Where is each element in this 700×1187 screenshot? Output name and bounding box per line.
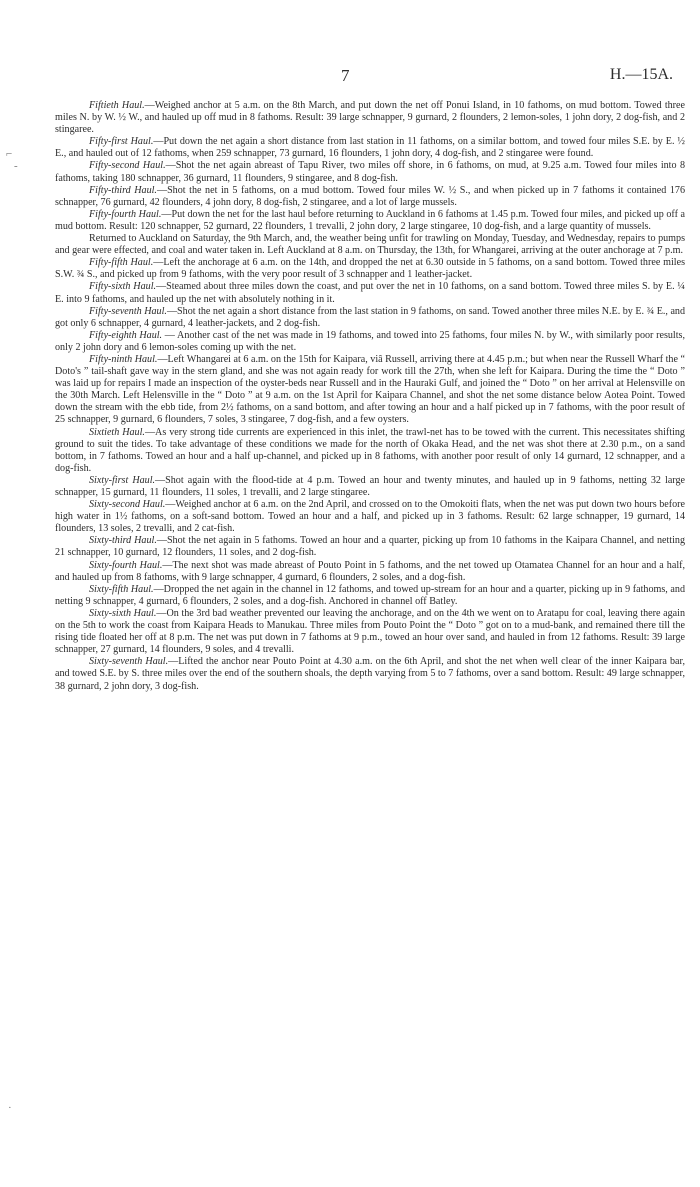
haul-title: Fifty-fifth Haul.: [89, 257, 154, 269]
haul-paragraph: [55, 475, 685, 499]
haul-text: —Left the anchorage at 6 a.m. on the 14th, and dropped the net at 6.30 outside in 5 fathoms, on a sand bottom. Towed three miles S.W. ¾ S., and picked up from 9 fathoms, with the very poor result of 3 schnapper and 1 leather-jacket.: [55, 257, 686, 281]
haul-text: —Dropped the net again in the channel in 12 fathoms, and towed up-stream for an hour and a quarter, picking up in 9 fathoms, and netting 9 schnapper, 4 gurnard, 6 flounders, 2 soles, and a dog-fish. Anchored in channel off Batley.: [55, 583, 685, 607]
haul-paragraph: [55, 136, 685, 160]
haul-title: Fifty-eighth Haul.: [89, 329, 163, 341]
haul-paragraph: [55, 427, 685, 475]
haul-title: Sixty-third Haul.: [89, 535, 157, 547]
haul-paragraph: [55, 608, 685, 656]
haul-title: Sixty-sixth Haul.: [89, 607, 157, 619]
haul-text: —Shot the net again a short distance from the last station in 9 fathoms, on sand. Towed another three miles N.E. by E. ¾ E., and got only 6 schnapper, 4 gurnard, 4 leather-jackets, and 2 dog-fish.: [55, 305, 686, 329]
haul-text: Returned to Auckland on Saturday, the 9th March, and, the weather being unfit for trawling on Monday, Tuesday, and Wednesday, repairs to pumps and gear were effected, and coal and water taken in. Left Auckland at 8 a.m. on Thursday, the 13th, for Whangarei, arriving at the outer anchorage at 7 p.m.: [55, 233, 685, 257]
haul-text: —Put down the net again a short distance from last station in 11 fathoms, on a similar bottom, and towed four miles S.E. by E. ½ E., and hauled out of 12 fathoms, when 259 schnapper, 73 gurnard, 16 flounders, 1 john dory, 4 dog-fish, and 2 stingaree were found.: [55, 136, 685, 160]
haul-title: Fifty-second Haul.: [89, 160, 166, 172]
haul-paragraph: [55, 306, 685, 330]
haul-title: Fifty-sixth Haul.: [89, 281, 157, 293]
haul-paragraph: [55, 233, 685, 257]
haul-text: —The next shot was made abreast of Pouto Point in 5 fathoms, and the net towed up Otamatea Channel for an hour and a half, and hauled up from 8 fathoms, with 9 large schnapper, 4 gurnard, 6 flounders, 2 soles, and a dog-fish.: [55, 559, 686, 583]
document-reference: H.—15A.: [609, 66, 673, 83]
haul-paragraph: [55, 584, 685, 608]
haul-text: —Shot again with the flood-tide at 4 p.m. Towed an hour and twenty minutes, and hauled up in 9 fathoms, netting 32 large schnapper, 15 gurnard, 11 flounders, 11 soles, 1 trevalli, and 2 large stingaree.: [55, 474, 685, 498]
haul-text: —Weighed anchor at 6 a.m. on the 2nd April, and crossed on to the Omokoiti flats, when the net was put down two hours before high water in 1½ fathoms, on a soft-sand bottom. Towed an hour and a half, and picked up in 3 fathoms. Result: 62 large schnapper, 19 gurnard, 14 flounders, 13 soles, 2 trevalli, and 2 cat-fish.: [55, 499, 685, 535]
haul-paragraph: [55, 560, 685, 584]
haul-title: Fiftieth Haul.: [89, 100, 145, 111]
haul-paragraph: [55, 209, 685, 233]
haul-text: —Shot the net again abreast of Tapu River, two miles off shore, in 6 fathoms, on mud, at 9.25 a.m. Towed four miles into 8 fathoms, taking 180 schnapper, 36 gurnard, 11 flounders, 9 stingaree, and 8 dog-fish.: [55, 160, 686, 184]
haul-title: Fifty-ninth Haul.: [89, 353, 158, 365]
haul-text: —On the 3rd bad weather prevented our leaving the anchorage, and on the 4th we went on to Aratapu for coal, leaving there again on the 5th to work the coast from Kaipara Heads to Manukau. Three miles from Pouto Point the “ Doto ” got on to a mud-bank, and remained there till the rising tide floated her off at 8 p.m. The net was put down in 7 fathoms at 9 p.m., towed an hour over sand, and hauled in from 12 fathoms. Result: 39 large schnapper, 27 gurnard, 14 flounders, 9 soles, and 4 trevalli.: [55, 607, 685, 656]
page-number: 7: [341, 66, 350, 85]
haul-paragraph: [55, 100, 685, 136]
haul-text: —Lifted the anchor near Pouto Point at 4.30 a.m. on the 6th April, and shot the net when well clear of the inner Kaipara bar, and towed S.E. by S. three miles over the end of the southern shoals, the depth varying from 5 to 7 fathoms, over a sand bottom. Result: 49 large schnapper, 38 gurnard, 2 john dory, 3 dog-fish.: [55, 656, 685, 692]
haul-title: Fifty-first Haul.: [89, 136, 154, 148]
haul-text: —As very strong tide currents are experienced in this inlet, the trawl-net has to be towed with the current. This necessitates shifting ground to suit the tides. To take advantage of these conditions we made for the north of Okaka Head, and the net was shot there at 2.30 p.m., on a sand bottom, in 7 fathoms. Towed an hour and a half up-channel, and picked up in 8 fathoms, with another poor result of only 14 gurnard, 12 schnapper, and a dog-fish.: [55, 426, 685, 474]
margin-mark: ·: [8, 1102, 12, 1114]
haul-paragraph: [55, 281, 685, 305]
haul-text: — Another cast of the net was made in 19 fathoms, and towed into 25 fathoms, four miles N. by W., with similarly poor results, only 2 john dory and 6 lemon-soles coming up with the net.: [55, 329, 685, 353]
haul-title: Sixty-first Haul.: [89, 474, 156, 486]
haul-paragraph: [55, 257, 685, 281]
haul-title: Fifty-third Haul.: [89, 184, 157, 196]
haul-title: Fifty-fourth Haul.: [89, 208, 162, 220]
haul-text: —Shot the net again in 5 fathoms. Towed an hour and a quarter, picking up from 10 fathoms in the Kaipara Channel, and netting 21 schnapper, 10 gurnard, 12 flounders, 11 soles, and 2 dog-fish.: [55, 535, 685, 559]
haul-text: —Shot the net in 5 fathoms, on a mud bottom. Towed four miles W. ½ S., and when picked up in 7 fathoms it contained 176 schnapper, 76 gurnard, 42 flounders, 4 john dory, 8 dog-fish, 2 stingaree, and a lot of large mussels.: [55, 184, 685, 208]
haul-title: Sixty-fourth Haul.: [89, 559, 163, 571]
haul-paragraph: [55, 185, 685, 209]
report-body: [55, 100, 685, 693]
margin-mark: -: [14, 160, 18, 172]
haul-text: —Steamed about three miles down the coast, and put over the net in 10 fathoms, on a sand bottom. Towed three miles S. by E. ¼ E. into 9 fathoms, and hauled up the net with absolutely nothing in it.: [55, 281, 686, 305]
haul-paragraph: [55, 330, 685, 354]
haul-text: —Left Whangarei at 6 a.m. on the 15th for Kaipara, viâ Russell, arriving there at 4.45 p.m.; but when near the Russell Wharf the “ Doto's ” tail-shaft gave way in the stern gland, and she was not again ready for work till the 27th, when she left for Kaipara. During the time the “ Doto ” was laid up for repairs I made an inspection of the oyster-beds near Russell and in the Hauraki Gulf, and joined the “ Doto ” on her arrival at Helensville on the 30th March. Left Helensville in the “ Doto ” at 9 a.m. on the 1st April for Kaipara Channel, and shot the net some distance below Aotea Point. Towed down the stream with the ebb tide, from 2½ fathoms, on a sand bottom, and after towing an hour and a half picked up in 7 fathoms, with the poor result of 25 schnapper, 9 gurnard, 6 flounders, 7 soles, 3 stingaree, 7 dog-fish, and a few oysters.: [55, 353, 685, 426]
haul-paragraph: [55, 656, 685, 692]
haul-title: Sixty-second Haul.: [89, 499, 166, 511]
haul-paragraph: [55, 499, 685, 535]
haul-title: Sixty-fifth Haul.: [89, 583, 154, 595]
haul-text: —Weighed anchor at 5 a.m. on the 8th March, and put down the net off Ponui Island, in 10 fathoms, on mud bottom. Towed three miles N. by W. ½ W., and hauled up off mud in 8 fathoms. Result: 39 large schnapper, 9 gurnard, 2 flounders, 2 lemon-soles, 1 john dory, 2 dog-fish, and 2 stingaree.: [55, 100, 685, 136]
haul-title: Sixtieth Haul.: [89, 426, 145, 438]
haul-paragraph: [55, 160, 685, 184]
haul-title: Sixty-seventh Haul.: [89, 656, 169, 668]
haul-title: Fifty-seventh Haul.: [89, 305, 167, 317]
haul-paragraph: [55, 535, 685, 559]
margin-mark: ⌐: [6, 148, 13, 160]
haul-paragraph: [55, 354, 685, 427]
haul-text: —Put down the net for the last haul before returning to Auckland in 6 fathoms at 1.45 p.m. Towed four miles, and picked up off a mud bottom. Result: 120 schnapper, 52 gurnard, 22 flounders, 1 trevalli, 2 john dory, 2 large stingaree, 10 dog-fish, and a large quantity of mussels.: [55, 208, 685, 232]
